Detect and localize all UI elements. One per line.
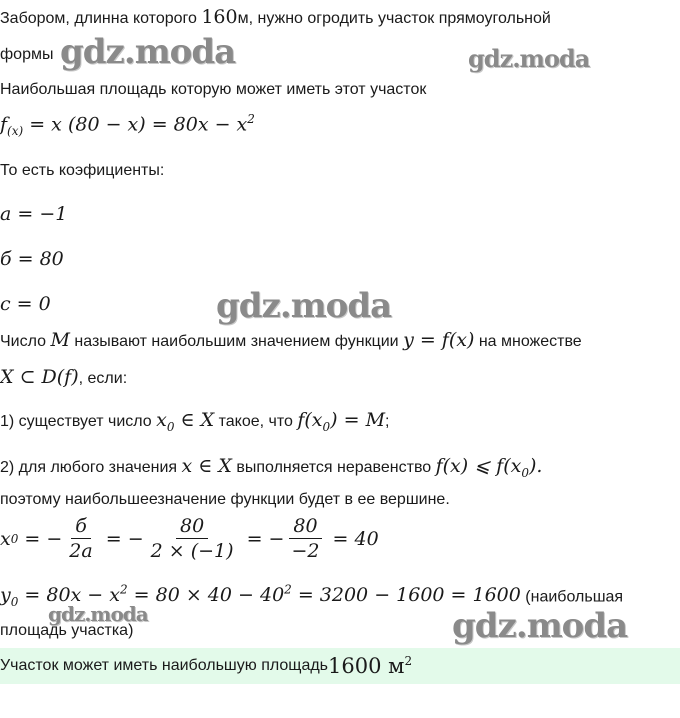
x0-eq: = −: [18, 527, 63, 550]
x0-calculation: [0, 516, 379, 561]
condition-2: [0, 455, 542, 480]
def-text-4: , если:: [78, 370, 128, 387]
cond1-text-2: такое, что: [214, 413, 298, 430]
cond1-x0: [156, 409, 215, 434]
fraction-3: [287, 516, 323, 561]
cond1-eq-sub: 0: [322, 419, 331, 434]
fraction-1-num: б: [71, 516, 91, 539]
y0-expr-1: = 80x − x: [18, 584, 120, 607]
answer-text: Участок может иметь наибольшую площадь: [0, 657, 329, 674]
watermark-4: gdz.moda: [48, 602, 148, 626]
y0-expr-3: = 3200 − 1600 = 1600: [291, 584, 521, 607]
x0-lhs-sub: 0: [10, 531, 19, 546]
watermark-5: gdz.moda: [452, 606, 628, 646]
formula-rest: = x (80 − x) = 80x − x: [23, 113, 248, 136]
y0-note-2: площадь участка): [0, 622, 134, 639]
watermark-2: gdz.moda: [468, 44, 590, 73]
x0-mid-2: = −: [240, 527, 285, 550]
vertex-text: поэтому наибольшеезначение функции будет в ее вершине.: [0, 491, 450, 508]
answer-value-num: 1600 м: [328, 654, 405, 678]
cond1-text-1: 1) существует число: [0, 413, 157, 430]
watermark-1: gdz.moda: [60, 32, 236, 72]
cond1-x0-var: x: [156, 409, 167, 431]
cond1-x0-sub: 0: [166, 419, 175, 434]
x0-result: = 40: [326, 527, 379, 550]
cond2-ineq: [435, 455, 543, 480]
coef-label: То есть коэфициенты:: [0, 162, 165, 179]
definition-line-1: [0, 329, 582, 351]
y0-lhs-sub: 0: [10, 595, 19, 610]
cond2-ineq-b: ).: [528, 455, 543, 477]
cond2-ineq-sub: 0: [521, 465, 529, 480]
fraction-2: [147, 516, 238, 561]
def-text-1: Число: [0, 333, 51, 350]
task-line-2: формы: [0, 46, 54, 63]
def-M: M: [50, 329, 70, 351]
y0-note: (наибольшая: [520, 588, 624, 606]
max-area-line: Наибольшая площадь которую может иметь этот участок: [0, 81, 427, 98]
answer-value: [328, 654, 412, 678]
answer-box: [0, 648, 680, 684]
formula-pow: 2: [247, 112, 255, 126]
coef-b: б = 80: [0, 248, 64, 270]
fraction-1: [65, 516, 96, 561]
def-text-3: на множестве: [474, 333, 582, 350]
cond2-ineq-a: f(x) ⩽ f(x: [435, 455, 522, 477]
answer-value-pow: 2: [404, 654, 413, 668]
def-X: X ⊂ D(f): [0, 366, 79, 388]
x0-lhs: x: [0, 527, 11, 550]
formula-f: f: [0, 113, 8, 136]
cond2-x: x ∈ X: [181, 455, 232, 477]
y0-pow-2: 2: [284, 583, 292, 597]
def-text-2: называют наибольшим значением функции: [69, 333, 404, 350]
cond2-text-2: выполняется неравенство: [231, 459, 436, 476]
watermark-3: gdz.moda: [216, 286, 392, 326]
fraction-1-den: 2a: [69, 540, 93, 562]
cond1-eq-a: f(x: [297, 409, 323, 431]
y0-lhs: y: [0, 584, 11, 607]
fraction-3-den: −2: [291, 540, 320, 562]
function-formula: [0, 112, 255, 138]
cond1-eq-b: ) = M: [330, 409, 386, 431]
fraction-2-den: 2 × (−1): [150, 540, 234, 562]
formula-f-sub: (x): [7, 124, 24, 139]
cond1-eq: [297, 409, 386, 434]
task-line-1: [0, 6, 551, 28]
cond1-in: ∈ X: [174, 409, 215, 431]
x0-mid-1: = −: [99, 527, 144, 550]
fence-length: 160: [201, 6, 238, 28]
coef-c: c = 0: [0, 293, 51, 315]
coef-a: a = −1: [0, 203, 68, 225]
cond1-text-3: ;: [385, 413, 390, 430]
def-y: y = f(x): [403, 329, 475, 351]
y0-expr-2: = 80 × 40 − 40: [127, 584, 285, 607]
fraction-3-num: 80: [289, 516, 321, 539]
task-text-start: Забором, длинна которого: [0, 10, 202, 27]
definition-line-2: [0, 366, 127, 388]
cond2-text-1: 2) для любого значения: [0, 459, 182, 476]
fraction-2-num: 80: [176, 516, 208, 539]
condition-1: [0, 409, 389, 434]
y0-pow-1: 2: [119, 583, 128, 597]
task-text-end: м, нужно огродить участок прямоугольной: [237, 10, 551, 27]
